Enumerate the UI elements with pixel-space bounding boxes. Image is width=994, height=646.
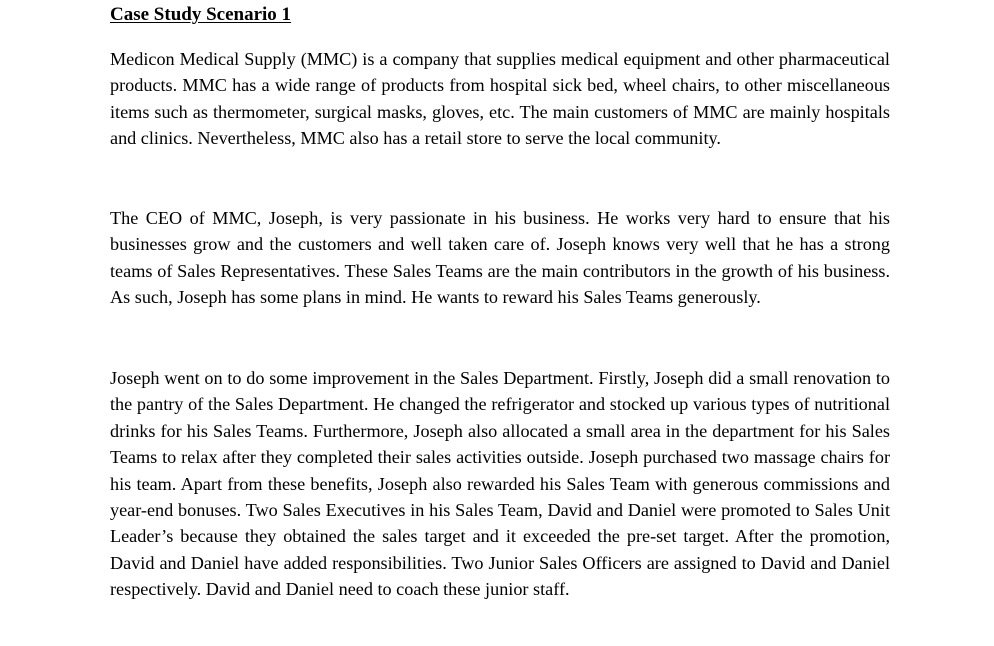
paragraph-company-overview: Medicon Medical Supply (MMC) is a company that supplies medical equipment and other pharmaceutical products. MMC has a wide range of products from hospital sick bed, wheel chairs, to other miscellaneous items such as thermometer, surgical masks, gloves, etc. The main customers of MMC are mainly hospitals and clinics. Nevertheless, MMC also has a retail store to serve the local community.	[110, 49, 890, 149]
paragraph-ceo-joseph: The CEO of MMC, Joseph, is very passionate in his business. He works very hard to ensure that his businesses grow and the customers and well taken care of. Joseph knows very well that he has a strong teams of Sales Representatives. These Sales Teams are the main contributors in the growth of his business. As such, Joseph has some plans in mind. He wants to reward his Sales Teams generously.	[110, 208, 890, 308]
document-title: Case Study Scenario 1	[110, 4, 292, 25]
paragraph-sales-improvements: Joseph went on to do some improvement in the Sales Department. Firstly, Joseph did a small renovation to the pantry of the Sales Department. He changed the refrigerator and stocked up various types of nutritional drinks for his Sales Teams. Furthermore, Joseph also allocated a small area in the department for his Sales Teams to relax after they completed their sales activities outside. Joseph purchased two massage chairs for his team. Apart from these benefits, Joseph also rewarded his Sales Team with generous commissions and year-end bonuses. Two Sales Executives in his Sales Team, David and Daniel were promoted to Sales Unit Leader’s because they obtained the sales target and it exceeded the pre-set target. After the promotion, David and Daniel have added responsibilities. Two Junior Sales Officers are assigned to David and Daniel respectively. David and Daniel need to coach these junior staff.	[110, 368, 890, 600]
